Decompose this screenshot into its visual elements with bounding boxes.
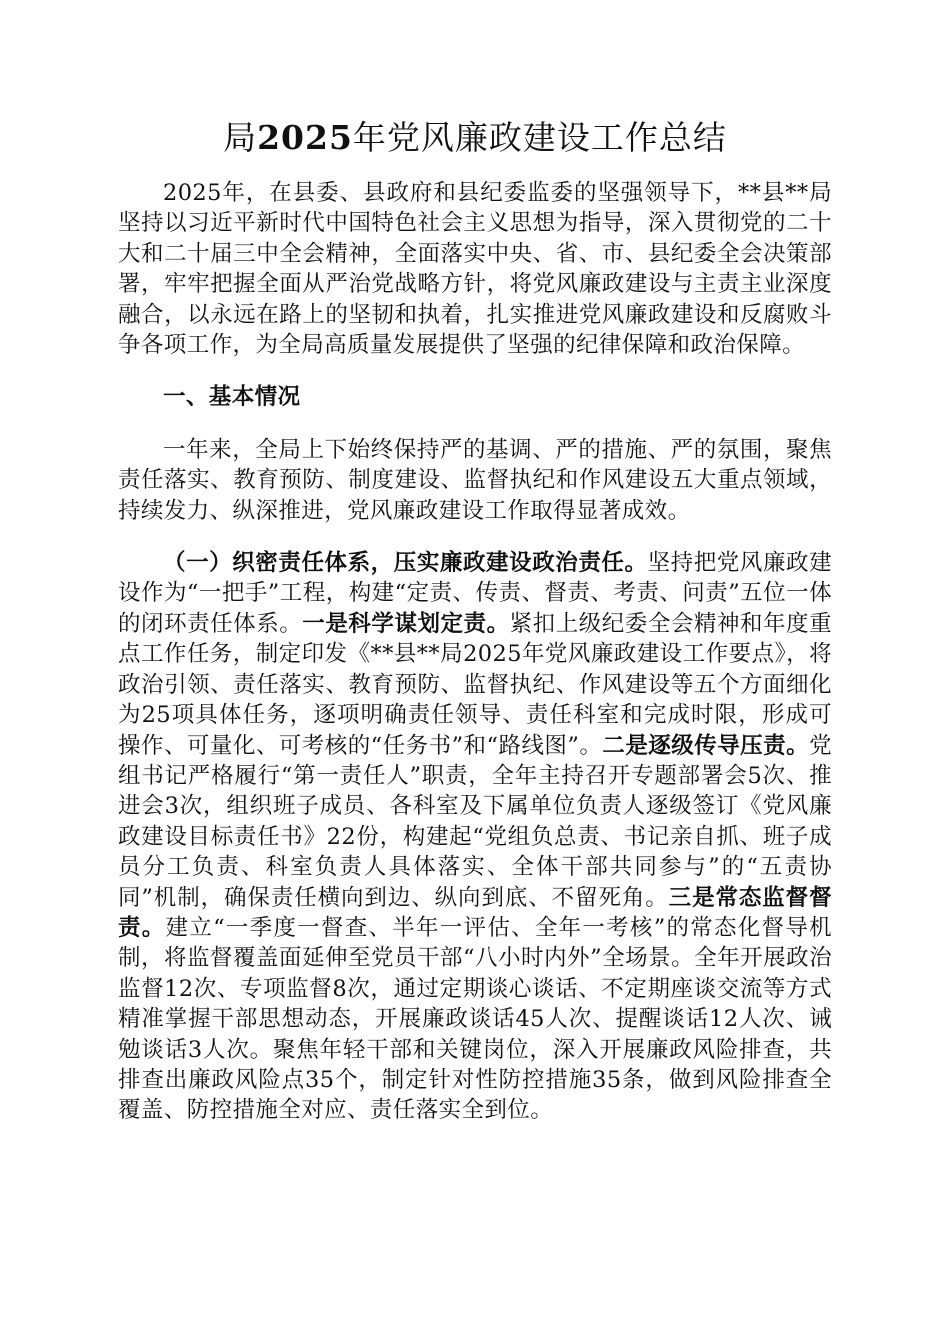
title-prefix: 局 (223, 118, 258, 157)
subsection-heading: （一）织密责任体系，压实廉政建设政治责任。 (163, 550, 648, 577)
point-one-text: 紧扣上级纪委全会精神和年度重点工作任务，制定印发《**县**局2025年党风廉政建设工作要点》，将政治引领、责任落实、教育预防、监督执纪、作风建设等五个方面细化为25项具体任务，逐项明确责任领导、责任科室和完成时限，形成可操作、可量化、可考核的“任务书”和“路线图”。 (118, 610, 832, 759)
section-overview-paragraph: 一年来，全局上下始终保持严的基调、严的措施、严的氛围，聚焦责任落实、教育预防、制度建设、监督执纪和作风建设五大重点领域，持续发力、纵深推进，党风廉政建设工作取得显著成效。 (118, 436, 832, 524)
responsibility-system-paragraph (118, 548, 832, 1126)
subsection-intro-text: 坚持把党风廉政建设作为“一把手”工程，构建“定责、传责、督责、考责、问责”五位一体的闭环责任体系。 (118, 550, 833, 637)
intro-paragraph: 2025年，在县委、县政府和县纪委监委的坚强领导下，**县**局坚持以习近平新时代中国特色社会主义思想为指导，深入贯彻党的二十大和二十届三中全会精神，全面落实中央、省、市、县纪委全会决策部署，牢牢把握全面从严治党战略方针，将党风廉政建设与主责主业深度融合，以永远在路上的坚韧和执着，扎实推进党风廉政建设和反腐败斗争各项工作，为全局高质量发展提供了坚强的纪律保障和政治保障。 (118, 180, 832, 359)
point-three-text: 建立“一季度一督查、半年一评估、全年一考核”的常态化督导机制，将监督覆盖面延伸至党员干部“八小时内外”全场景。全年开展政治监督12次、专项监督8次，通过定期谈心谈话、不定期座谈交流等方式精准掌握干部思想动态，开展廉政谈话45人次、提醒谈话12人次、诫勉谈话3人次。聚焦年轻干部和关键岗位，深入开展廉政风险排查，共排查出廉政风险点35个，制定针对性防控措施35条，做到风险排查全覆盖、防控措施全对应、责任落实全到位。 (118, 914, 832, 1124)
title-suffix: 年党风廉政建设工作总结 (352, 118, 727, 157)
point-two-text: 党组书记严格履行“第一责任人”职责，全年主持召开专题部署会5次、推进会3次，组织班子成员、各科室及下属单位负责人逐级签订《党风廉政建设目标责任书》22份，构建起“党组负总责、书记亲自抓、班子成员分工负责、科室负责人具体落实、全体干部共同参与”的“五责协同”机制，确保责任横向到边、纵向到底、不留死角。 (118, 732, 832, 911)
document-title (118, 108, 832, 168)
point-two-label: 二是逐级传导压责。 (602, 732, 810, 759)
section-heading-basic-situation: 一、基本情况 (163, 384, 301, 411)
title-year: 2025 (257, 118, 353, 157)
document-page (118, 108, 832, 1126)
point-three-label: 三是常态监督督责。 (118, 884, 832, 941)
point-one-label: 一是科学谋划定责。 (302, 610, 510, 637)
